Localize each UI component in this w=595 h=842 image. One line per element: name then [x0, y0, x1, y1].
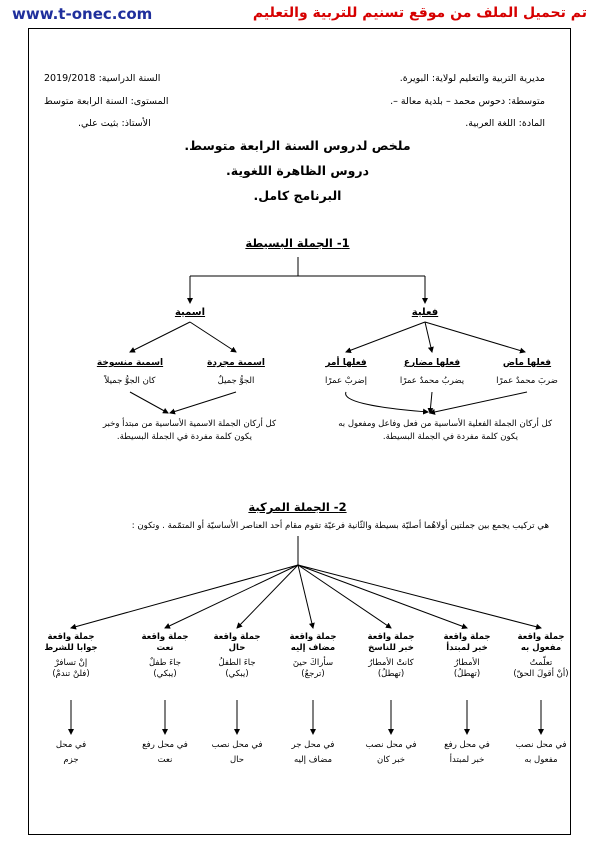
example-nominal-bare: الجوُّ جميلٌ — [217, 376, 255, 386]
role-genitive-1: في محل جر — [291, 740, 335, 750]
info-teacher: الأستاذ: بثيت علي. — [78, 118, 151, 129]
node-verbal: فعلية — [411, 307, 439, 318]
doc-subtitle-2: البرنامج كامل. — [253, 188, 342, 203]
compound-kana-ex1: كانتْ الأمطارُ — [368, 658, 414, 668]
role-hal-1: في محل نصب — [211, 740, 263, 750]
compound-genitive-ex1: سأراكَ حينَ — [292, 658, 334, 668]
role-kana-2: خبر كان — [376, 755, 406, 765]
doc-title: ملخص لدروس السنة الرابعة متوسط. — [184, 138, 411, 153]
compound-genitive-ex2: (ترجعُ) — [301, 669, 325, 679]
role-predicate-2: خبر لمبتدأ — [449, 755, 485, 765]
compound-object-label1: جملة واقعة — [517, 632, 565, 642]
compound-hal-ex2: (يبكي) — [225, 669, 249, 679]
compound-adjective-ex2: (يبكي) — [153, 669, 177, 679]
note-nominal-line2: يكون كلمة مفردة في الجملة البسيطة. — [116, 432, 252, 442]
node-present: فعلها مضارع — [403, 358, 461, 368]
compound-condition-label1: جملة واقعة — [47, 632, 95, 642]
role-kana-1: في محل نصب — [365, 740, 417, 750]
compound-adjective-ex1: جاءَ طفلٌ — [148, 658, 182, 668]
compound-predicate-label2: خبر لمبتدأ — [446, 643, 488, 653]
compound-hal-label1: جملة واقعة — [213, 632, 261, 642]
role-object-1: في محل نصب — [515, 740, 567, 750]
info-subject: المادة: اللغة العربية. — [465, 118, 545, 129]
example-imperative: إضربْ عمرًا — [324, 376, 367, 386]
compound-predicate-ex1: الأمطارُ — [454, 658, 480, 668]
role-condition-2: جزم — [63, 755, 79, 765]
info-directorate: مديرية التربية والتعليم لولاية: البويرة. — [399, 73, 545, 84]
info-school-year: السنة الدراسية: 2019/2018 — [44, 73, 161, 84]
note-verbal-line1: كل أركان الجملة الفعلية الأساسية من فعل وفاعل ومفعول به — [338, 419, 552, 429]
site-url-link[interactable]: www.t-onec.com — [12, 5, 153, 23]
compound-object-label2: مفعول به — [520, 643, 562, 653]
role-hal-2: حال — [229, 755, 245, 765]
example-nominal-abrogated: كان الجوُّ جميلاً — [104, 376, 156, 386]
compound-condition-ex2: (فلنْ تندمْ) — [52, 669, 90, 679]
compound-kana-label1: جملة واقعة — [367, 632, 415, 642]
compound-predicate-ex2: (تهطلُ) — [453, 669, 481, 679]
compound-condition-ex1: إنْ تسافرْ — [54, 658, 88, 668]
compound-predicate-label1: جملة واقعة — [443, 632, 491, 642]
info-level: المستوى: السنة الرابعة متوسط — [44, 96, 169, 107]
role-condition-1: في محل — [55, 740, 87, 750]
compound-genitive-label1: جملة واقعة — [289, 632, 337, 642]
compound-object-ex2: (أنْ أقولَ الحقّ) — [513, 669, 569, 679]
note-verbal-line2: يكون كلمة مفردة في الجملة البسيطة. — [382, 432, 518, 442]
info-school: متوسطة: دحوس محمد – بلدية معالة –. — [390, 96, 545, 107]
doc-subtitle: دروس الظاهرة اللغوية. — [226, 163, 369, 178]
compound-genitive-label2: مضاف إليه — [290, 643, 336, 653]
example-present: يضربُ محمدٌ عمرًا — [399, 376, 465, 386]
compound-object-ex1: تعلّمتُ — [529, 658, 553, 668]
section2-definition: هي تركيب يجمع بين جملتين أولاهُما أصليّة بسيطة والثّانية فرعيّة تقوم مقام أحد العناصر الأساسيّة أو المتمّمة . وتكون : — [131, 521, 549, 531]
role-predicate-1: في محل رفع — [444, 740, 490, 750]
node-nominal: اسمية — [174, 307, 206, 318]
compound-adjective-label1: جملة واقعة — [141, 632, 189, 642]
example-past: ضربَ محمدٌ عمرًا — [496, 376, 558, 386]
compound-hal-label2: حال — [228, 643, 246, 653]
role-genitive-2: مضاف إليه — [293, 755, 333, 765]
compound-adjective-label2: نعت — [156, 643, 174, 653]
role-adjective-2: نعت — [157, 755, 173, 765]
compound-kana-label2: خبر للناسخ — [368, 643, 414, 653]
node-imperative: فعلها أمر — [325, 358, 367, 368]
node-past: فعلها ماض — [502, 358, 552, 368]
compound-condition-label2: جوابا للشرط — [44, 643, 98, 653]
section2-heading: 2- الجملة المركبة — [248, 500, 347, 514]
node-nominal-bare: اسمية مجردة — [207, 358, 265, 368]
note-nominal-line1: كل أركان الجملة الاسمية الأساسية من مبتدأ وخبر — [102, 419, 276, 429]
site-download-banner: تم تحميل الملف من موقع تسنيم للتربية والتعليم — [252, 5, 587, 21]
section1-heading: 1- الجملة البسيطة — [245, 236, 350, 250]
role-adjective-1: في محل رفع — [142, 740, 188, 750]
role-object-2: مفعول به — [524, 755, 558, 765]
node-nominal-abrogated: اسمية منسوخة — [96, 358, 164, 368]
compound-kana-ex2: (تهطلُ) — [377, 669, 405, 679]
compound-hal-ex1: جاءَ الطفلُ — [218, 658, 256, 668]
